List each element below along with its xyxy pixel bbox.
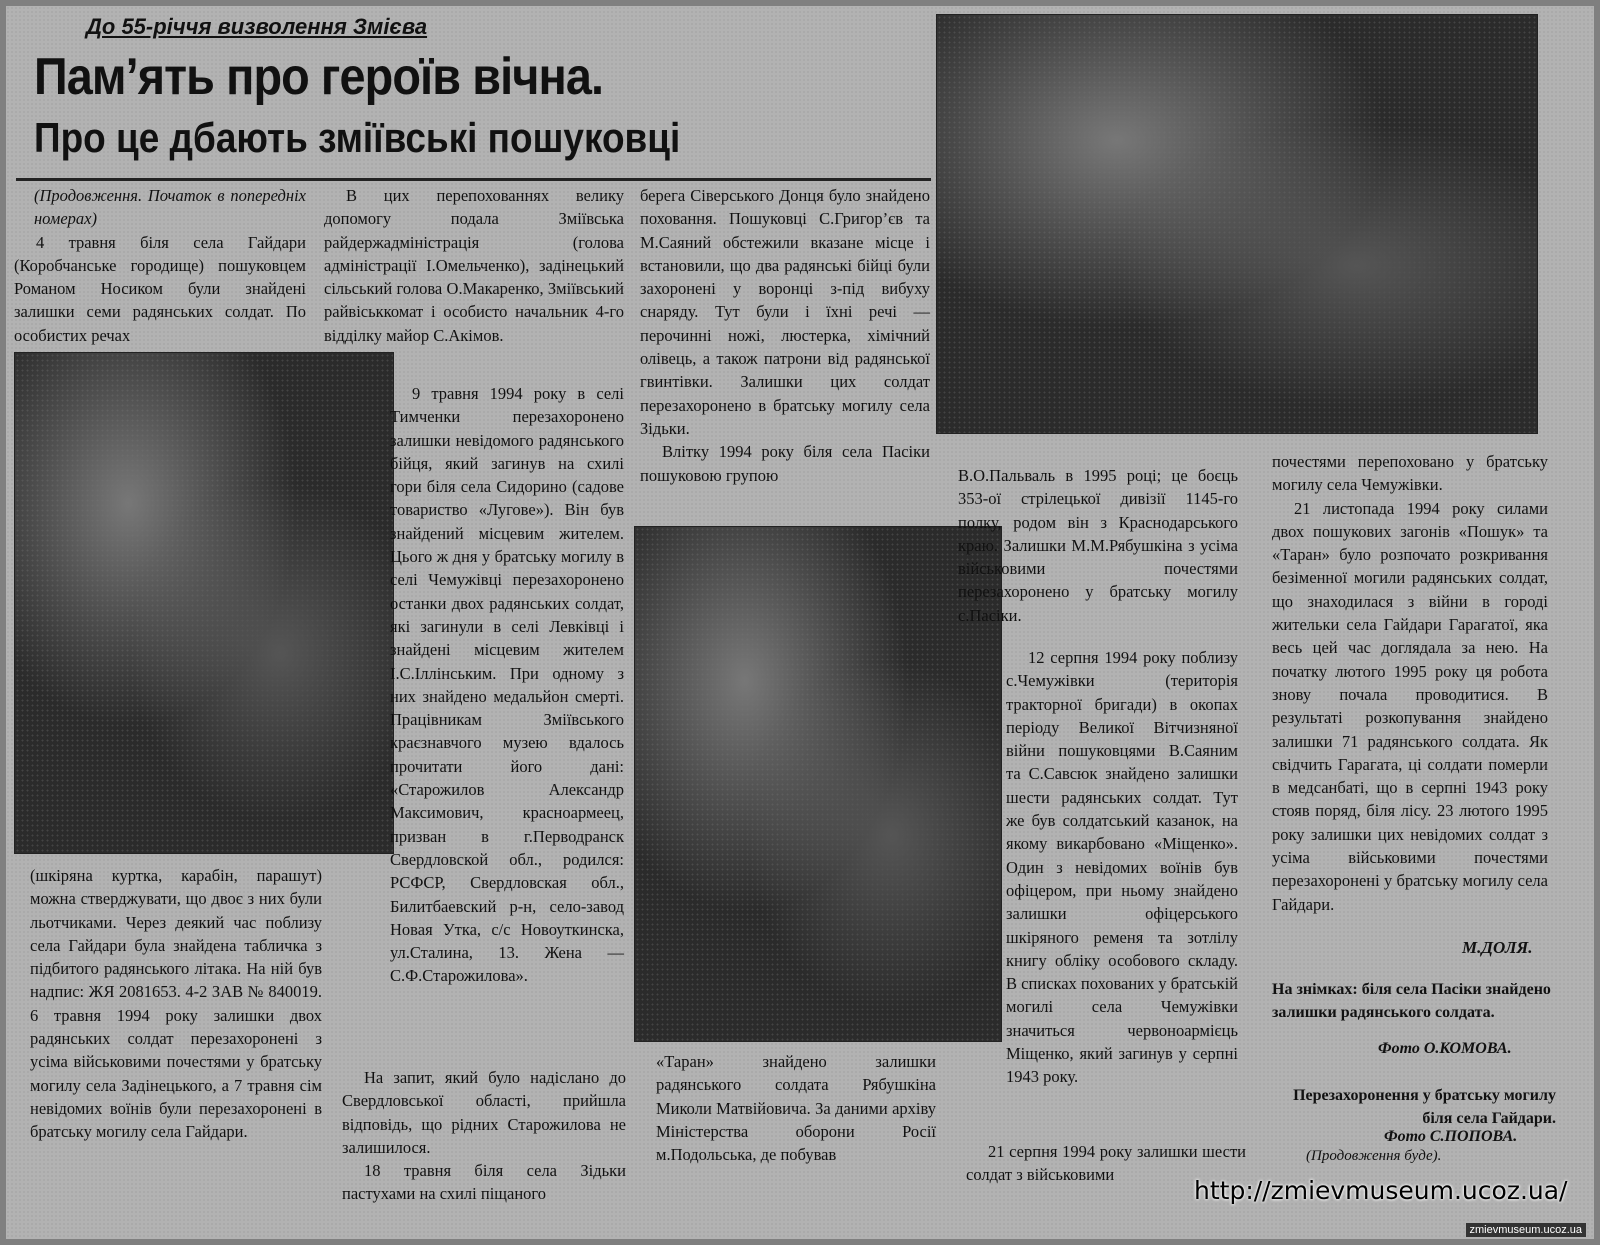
paragraph: В цих перепохованнях велику допомогу подала Зміївська райдержадміністрація (голова адміністрації І.Омельченко), задінецький сільський голова О.Макаренко, Зміївський райвіськкомат і особисто начальник 4-го відділку майор С.Акімов. [324,186,624,345]
photo-credit-2: Фото С.ПОПОВА. [1384,1128,1518,1145]
photo-reburial-ceremony [14,352,394,854]
photo-caption-2: Перезахоронення у братську могилу біля села Гайдари. [1293,1087,1556,1127]
column-2-top [324,184,624,347]
paragraph: почестями перепоховано у братську могилу села Чемужівки. [1272,452,1548,495]
column-2 [390,382,624,988]
photo-credit-1: Фото О.КОМОВА. [1378,1040,1512,1057]
paragraph: берега Сіверського Донця було знайдено поховання. Пошуковці С.Григор’єв та М.Саяний обстежили вказане місце і встановили, що два радянські бійці були захоронені у воронці з-під вибуху снаряду. Тут були і їхні речі — перочинні ножі, люстерка, хімічний олівець, а також патрони від радянської гвинтівки. Залишки цих солдат перезахоронено в братську могилу села Зідьки. [640,186,930,438]
paragraph: 4 травня біля села Гайдари (Коробчанське городище) пошуковцем Романом Носиком були знайдені залишки семи радянських солдат. По особистих речах [14,232,306,345]
site-watermark: zmievmuseum.ucoz.ua [1466,1223,1587,1237]
column-3 [640,184,930,487]
paragraph: 21 листопада 1994 року силами двох пошукових загонів «Пошук» та «Таран» було розпочато розкривання безіменної могили радянських солдат, що знаходилася з війни в городі жительки села Гайдари Гарагатої, яка весь цей час доглядала за нею. На початку лютого 1995 року ця робота знову почала проводитися. В результаті розкопування знайдено залишки 71 радянського солдата. Як свідчить Гарагата, ці солдати померли в медсанбаті, що в серпні 1943 року стояв поряд, біля лісу. 23 лютого 1995 року залишки цих невідомих солдат з усіма військовими почестями перезахоронені у братську могилу села Гайдари. [1272,498,1548,914]
continued-note: (Продовження буде). [1306,1148,1442,1164]
paragraph: 12 серпня 1994 року поблизу с.Чемужівки (територія тракторної бригади) в окопах періоду Великої Вітчизняної війни пошуковцями В.Саяним та С.Савсюк знайдено залишки шести радянських солдат. Тут же був солдатський казанок, на якому викарбовано «Міщенко». Один з невідомих воїнів був офіцером, при ньому знайдено залишки офіцерського шкіряного ременя та зотлілу книгу обліку особового складу. В списках похованих у братській могилі села Чемужівки значиться червоноармієць Міщенко, який загинув у серпні 1943 року. [1006,648,1238,1087]
column-4 [958,464,1238,627]
photo-caption-1: На знімках: біля села Пасіки знайдено залишки радянського солдата. [1272,981,1551,1021]
paragraph: В.О.Пальваль в 1995 році; це боєць 353-ої стрілецької дивізії 1145-го полку, родом він з Краснодарського краю. Залишки М.М.Рябушкіна з усіма військовими почестями перезахоронено у братську могилу с.Пасіки. [958,466,1238,625]
headline: Пам’ять про героїв вічна. [34,48,604,106]
intro-note: (Продовження. Початок в попередніх номерах) [34,186,306,229]
column-2-bottom [342,1066,626,1206]
subheadline: Про це дбають зміївські пошуковці [34,114,681,161]
site-url[interactable]: http://zmievmuseum.ucoz.ua/ [1194,1176,1568,1205]
headline-rule [16,178,931,181]
paragraph: На запит, який було надіслано до Свердловської області, прийшла відповідь, що рідних Старожилова не залишилося. [342,1068,626,1157]
paragraph: 9 травня 1994 року в селі Тимченки перезахоронено залишки невідомого радянського бійця, який загинув на схилі гори біля села Сидорино (садове товариство «Лугове»). Він був знайдений місцевим жителем. Цього ж дня у братську могилу в селі Чемужівці перезахоронено останки двох радянських солдат, які загинули в селі Левківці і знайдені місцевим жителем І.С.Іллінським. При одному з них знайдено медальйон смерті. Працівникам Зміївського краєзнавчого музею вдалось прочитати його дані: «Старожилов Александр Максимович, красноармеец, призван в г.Перводранск Свердловской обл., родился: РСФСР, Свердловская обл., Билитбаевский р-н, село-завод Новая Утка, с/с Новоуткинска, ул.Сталина, 13. Жена — С.Ф.Старожилова». [390,384,624,986]
paragraph: (шкіряна куртка, карабін, парашут) можна стверджувати, що двоє з них були льотчиками. Через деякий час поблизу села Гайдари була знайдена табличка з підбитого радянського літака. На ній був надпис: ЖЯ 2081653. 4-2 ЗАВ № 840019. 6 травня 1994 року залишки двох радянських солдат перезахоронені з усіма військовими почестями у братську могилу села Задінецького, а 7 травня сім невідомих воїнів були перезахоронені в братську могилу села Гайдари. [30,866,322,1142]
photo-search-site [634,526,1002,1042]
paragraph: «Таран» знайдено залишки радянського солдата Рябушкіна Миколи Матвійовича. За даними архіву Міністерства оборони Росії м.Подольська, де побував [656,1052,936,1165]
column-1 [14,184,306,347]
column-4-continued [1006,646,1238,1089]
column-1-continued [30,864,322,1144]
paragraph: 18 травня біля села Зідьки пастухами на схилі піщаного [342,1161,626,1204]
paragraph: 21 серпня 1994 року залишки шести солдат з військовими [966,1142,1246,1185]
author-signature: М.ДОЛЯ. [1462,938,1533,957]
kicker: До 55-річчя визволення Змієва [86,14,428,39]
column-3-bottom [656,1050,936,1166]
column-5 [1272,450,1548,916]
paragraph: Влітку 1994 року біля села Пасіки пошуковою групою [640,442,930,485]
newspaper-page [6,6,1594,1239]
photo-excavation-finds [936,14,1538,434]
